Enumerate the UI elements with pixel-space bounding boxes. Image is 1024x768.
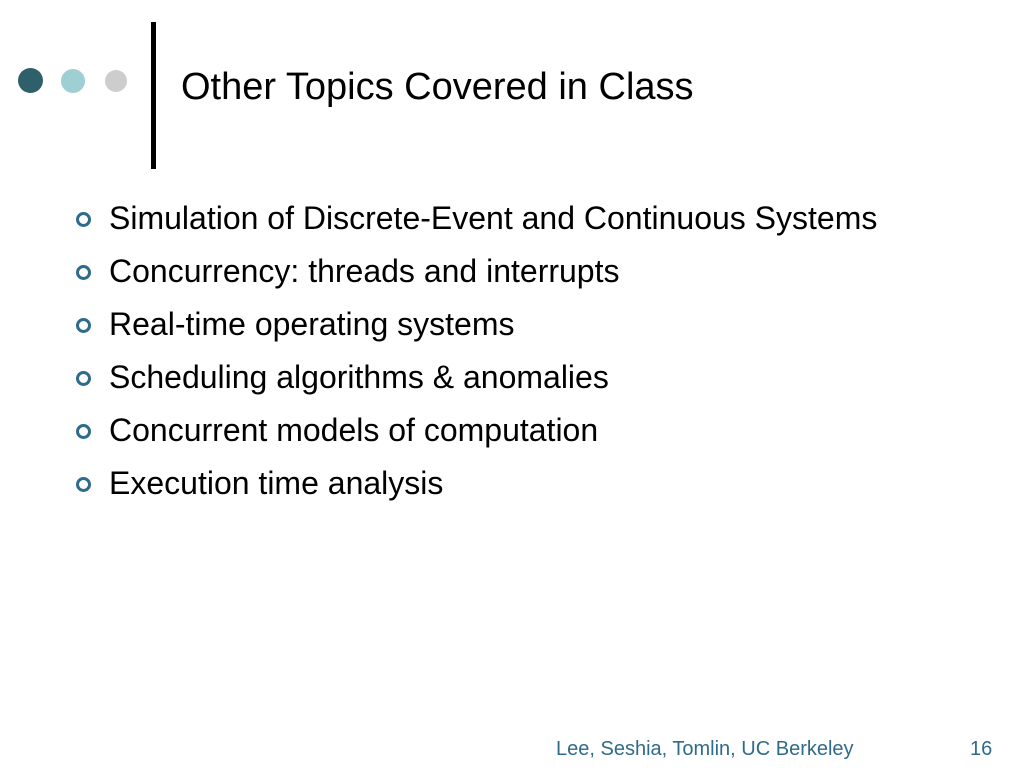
bullet-ring-icon [76,424,91,439]
page-number: 16 [970,738,993,760]
bullet-item [76,461,896,505]
bullet-ring-icon [76,477,91,492]
bullet-item [76,408,896,452]
bullet-text: Concurrency: threads and interrupts [109,253,620,289]
bullet-text: Simulation of Discrete-Event and Continuous Systems [109,200,878,236]
bullet-text: Scheduling algorithms & anomalies [109,359,609,395]
bullet-text: Execution time analysis [109,465,444,501]
bullet-ring-icon [76,265,91,280]
bullet-text: Real-time operating systems [109,306,515,342]
bullet-ring-icon [76,318,91,333]
decorative-dots [16,68,136,94]
bullet-item [76,355,896,399]
dark-teal-dot-icon [18,68,43,93]
light-teal-dot-icon [61,69,85,93]
slide-title: Other Topics Covered in Class [181,66,694,108]
bullet-item [76,302,896,346]
bullet-item [76,196,896,240]
bullet-text: Concurrent models of computation [109,412,599,448]
title-divider [151,22,156,169]
bullet-ring-icon [76,371,91,386]
bullet-ring-icon [76,212,91,227]
footer-authors: Lee, Seshia, Tomlin, UC Berkeley [556,738,854,760]
bullet-item [76,249,896,293]
gray-dot-icon [105,70,127,92]
bullet-list [76,196,896,514]
